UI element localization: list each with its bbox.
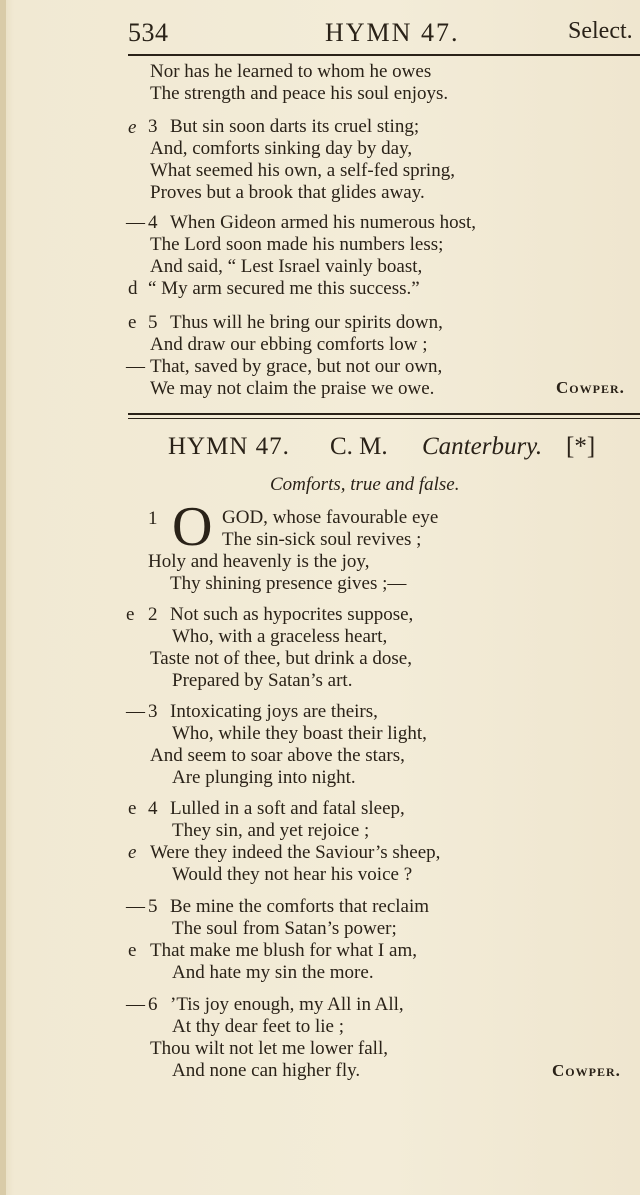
verse-line: Taste not of thee, but drink a dose, (150, 648, 412, 669)
expression-mark: — (126, 212, 145, 233)
verse-line: Who, while they boast their light, (172, 723, 427, 744)
verse-line: And, comforts sinking day by day, (150, 138, 413, 159)
drop-cap: O (172, 496, 213, 558)
verse-line: They sin, and yet rejoice ; (172, 820, 370, 841)
expression-mark: e (128, 312, 137, 333)
verse-line: And said, “ Lest Israel vainly boast, (150, 256, 423, 277)
verse-line: ’Tis joy enough, my All in All, (170, 994, 404, 1015)
running-title: HYMN 47. (325, 18, 460, 47)
verse-line: But sin soon darts its cruel sting; (170, 116, 420, 137)
verse-line: Nor has he learned to whom he owes (150, 61, 432, 82)
verse-line: And draw our ebbing comforts low ; (150, 334, 428, 355)
stanza-number: 6 (148, 994, 158, 1015)
stanza-number: 4 (148, 798, 158, 819)
stanza-number: 1 (148, 508, 158, 529)
author-credit: Cowper. (556, 378, 625, 397)
hymn-number: HYMN 47. (168, 433, 290, 460)
expression-mark: — (126, 896, 145, 917)
page-number: 534 (128, 18, 169, 47)
page-gutter (0, 0, 6, 1195)
header-rule (128, 54, 640, 56)
verse-line: Be mine the comforts that reclaim (170, 896, 430, 917)
section-rule-thin (128, 418, 640, 419)
verse-line: Prepared by Satan’s art. (172, 670, 353, 691)
stanza-number: 3 (148, 701, 158, 722)
author-credit: Cowper. (552, 1061, 621, 1080)
verse-line: Proves but a brook that glides away. (150, 182, 425, 203)
expression-mark: e (126, 604, 135, 625)
expression-mark: d (128, 278, 138, 299)
verse-line: Thus will he bring our spirits down, (170, 312, 443, 333)
verse-line: Not such as hypocrites suppose, (170, 604, 414, 625)
expression-mark: — (126, 994, 145, 1015)
verse-line: At thy dear feet to lie ; (172, 1016, 344, 1037)
verse-line: Thy shining presence gives ;— (170, 573, 407, 594)
stanza-number: 5 (148, 312, 158, 333)
verse-line: “ My arm secured me this success.” (148, 278, 420, 299)
verse-line: Were they indeed the Saviour’s sheep, (150, 842, 441, 863)
verse-line: When Gideon armed his numerous host, (170, 212, 477, 233)
verse-line: Lulled in a soft and fatal sleep, (170, 798, 405, 819)
verse-line: That make me blush for what I am, (150, 940, 417, 961)
verse-line: Are plunging into night. (172, 767, 356, 788)
verse-line: We may not claim the praise we owe. (150, 378, 435, 399)
expression-mark: e (128, 117, 137, 138)
stanza-number: 2 (148, 604, 158, 625)
verse-line: And hate my sin the more. (172, 962, 374, 983)
hymn-heading (0, 433, 640, 469)
stanza-number: 5 (148, 896, 158, 917)
verse-line: Holy and heavenly is the joy, (148, 551, 370, 572)
stanza-number: 4 (148, 212, 158, 233)
expression-mark: — (126, 356, 145, 377)
verse-line: What seemed his own, a self-fed spring, (150, 160, 455, 181)
section-rule (128, 413, 640, 415)
hymn-tag: [*] (566, 433, 596, 460)
verse-line: Who, with a graceless heart, (172, 626, 388, 647)
verse-line: The soul from Satan’s power; (172, 918, 397, 939)
verse-line: And none can higher fly. (172, 1060, 361, 1081)
verse-line: And seem to soar above the stars, (150, 745, 405, 766)
expression-mark: e (128, 798, 137, 819)
verse-line: Would they not hear his voice ? (172, 864, 413, 885)
verse-line: The Lord soon made his numbers less; (150, 234, 444, 255)
verse-line: The strength and peace his soul enjoys. (150, 83, 449, 104)
verse-line: Thou wilt not let me lower fall, (150, 1038, 388, 1059)
hymn-tune: Canterbury. (422, 433, 543, 460)
verse-line: The sin-sick soul revives ; (222, 529, 422, 550)
hymn-subtitle: Comforts, true and false. (270, 474, 460, 495)
verse-line: Intoxicating joys are theirs, (170, 701, 378, 722)
section-name: Select. (568, 18, 633, 44)
stanza-number: 3 (148, 116, 158, 137)
running-header (0, 16, 640, 50)
expression-mark: e (128, 940, 137, 961)
expression-mark: e (128, 842, 137, 863)
expression-mark: — (126, 701, 145, 722)
hymn-meter: C. M. (330, 433, 388, 460)
verse-line: GOD, whose favourable eye (222, 507, 439, 528)
verse-line: That, saved by grace, but not our own, (150, 356, 443, 377)
